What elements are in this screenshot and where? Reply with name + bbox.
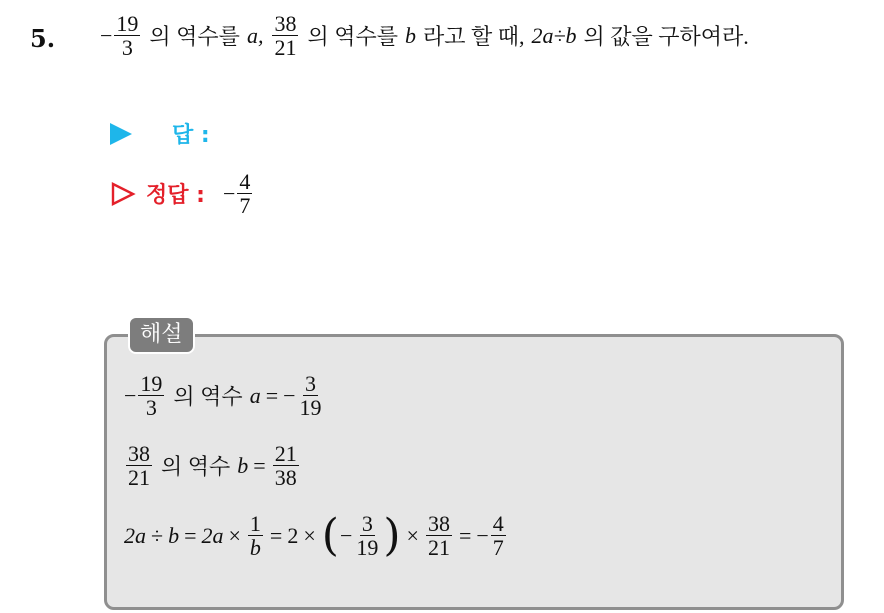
fraction-neg-4-7 bbox=[237, 170, 252, 217]
fraction-neg-3-19 bbox=[298, 372, 324, 419]
fraction-denominator: 3 bbox=[121, 35, 133, 61]
answer-row bbox=[110, 118, 210, 149]
equals-sign: = bbox=[184, 522, 197, 548]
term-2a: 2a bbox=[201, 522, 224, 548]
fraction-denominator: 7 bbox=[492, 535, 504, 561]
fraction-neg-19-3 bbox=[114, 12, 140, 59]
minus-sign: − bbox=[222, 180, 236, 206]
times-sign: × bbox=[406, 522, 419, 548]
explanation-tag: 해설 bbox=[128, 316, 195, 354]
fraction-denominator: 3 bbox=[145, 395, 157, 421]
right-paren: ) bbox=[383, 509, 401, 561]
play-triangle-icon bbox=[110, 123, 132, 145]
fraction-numerator: 1 bbox=[249, 511, 261, 536]
term-2a: 2a bbox=[124, 522, 146, 548]
fraction-21-38 bbox=[273, 442, 299, 489]
correct-answer-label: 정답 : bbox=[146, 183, 205, 209]
divide-sign: ÷ bbox=[151, 522, 164, 548]
fraction-numerator: 19 bbox=[116, 11, 139, 36]
fraction-numerator: 3 bbox=[361, 511, 373, 536]
fraction-neg-4-7 bbox=[491, 512, 506, 559]
fraction-38-21 bbox=[126, 442, 152, 489]
question-text-part3: 라고 할 때, bbox=[422, 24, 525, 50]
outline-triangle-icon bbox=[110, 181, 136, 207]
variable-a: a, bbox=[246, 22, 264, 48]
fraction-denominator: 7 bbox=[239, 193, 251, 219]
minus-sign: − bbox=[283, 382, 296, 408]
fraction-denominator: b bbox=[249, 535, 261, 561]
question-number: 5. bbox=[30, 24, 56, 53]
times-sign: × bbox=[303, 522, 316, 548]
fraction-numerator: 4 bbox=[239, 169, 251, 194]
fraction-38-21 bbox=[272, 12, 298, 59]
question-text bbox=[100, 12, 749, 59]
fraction-numerator: 21 bbox=[274, 441, 297, 466]
correct-answer-row bbox=[110, 170, 254, 217]
question-text-part4: 의 값을 구하여라. bbox=[583, 24, 749, 50]
question-text-part2: 의 역수를 bbox=[307, 24, 398, 50]
minus-sign: − bbox=[100, 22, 113, 48]
fraction-denominator: 21 bbox=[128, 465, 150, 491]
fraction-38-21 bbox=[426, 512, 452, 559]
fraction-numerator: 38 bbox=[427, 511, 450, 536]
fraction-numerator: 38 bbox=[128, 441, 150, 466]
solution-line-1 bbox=[124, 372, 326, 419]
minus-sign: − bbox=[124, 382, 137, 408]
fraction-numerator: 3 bbox=[305, 371, 317, 396]
fraction-1-b bbox=[248, 512, 263, 559]
term-2: 2 bbox=[287, 522, 299, 548]
equals-sign: = bbox=[269, 522, 283, 548]
fraction-denominator: 21 bbox=[427, 535, 450, 561]
fraction-numerator: 38 bbox=[274, 11, 297, 36]
fraction-denominator: 19 bbox=[299, 395, 322, 421]
variable-a: a bbox=[249, 382, 261, 408]
expression-2a-div-b: 2a÷b bbox=[531, 22, 577, 48]
variable-b: b bbox=[168, 522, 180, 548]
solution-line-3 bbox=[124, 509, 508, 561]
question-text-part1: 의 역수를 bbox=[149, 24, 240, 50]
fraction-denominator: 38 bbox=[274, 465, 297, 491]
fraction-numerator: 19 bbox=[140, 371, 163, 396]
fraction-neg-3-19 bbox=[354, 512, 380, 559]
fraction-neg-19-3 bbox=[138, 372, 164, 419]
solution-text: 의 역수 bbox=[173, 384, 243, 410]
minus-sign: − bbox=[476, 522, 489, 548]
solution-text: 의 역수 bbox=[161, 454, 231, 480]
answer-label: 답 : bbox=[172, 123, 210, 148]
equals-sign: = bbox=[253, 452, 266, 478]
fraction-denominator: 19 bbox=[356, 535, 379, 561]
times-sign: × bbox=[228, 522, 241, 548]
minus-sign: − bbox=[339, 522, 353, 548]
left-paren: ( bbox=[321, 509, 339, 561]
solution-line-2 bbox=[124, 442, 301, 489]
fraction-denominator: 21 bbox=[274, 35, 297, 61]
variable-b: b bbox=[237, 452, 249, 478]
equals-sign: = bbox=[458, 522, 472, 548]
variable-b: b bbox=[404, 22, 416, 48]
equals-sign: = bbox=[265, 382, 279, 408]
correct-answer-value bbox=[223, 170, 254, 217]
fraction-numerator: 4 bbox=[492, 511, 504, 536]
